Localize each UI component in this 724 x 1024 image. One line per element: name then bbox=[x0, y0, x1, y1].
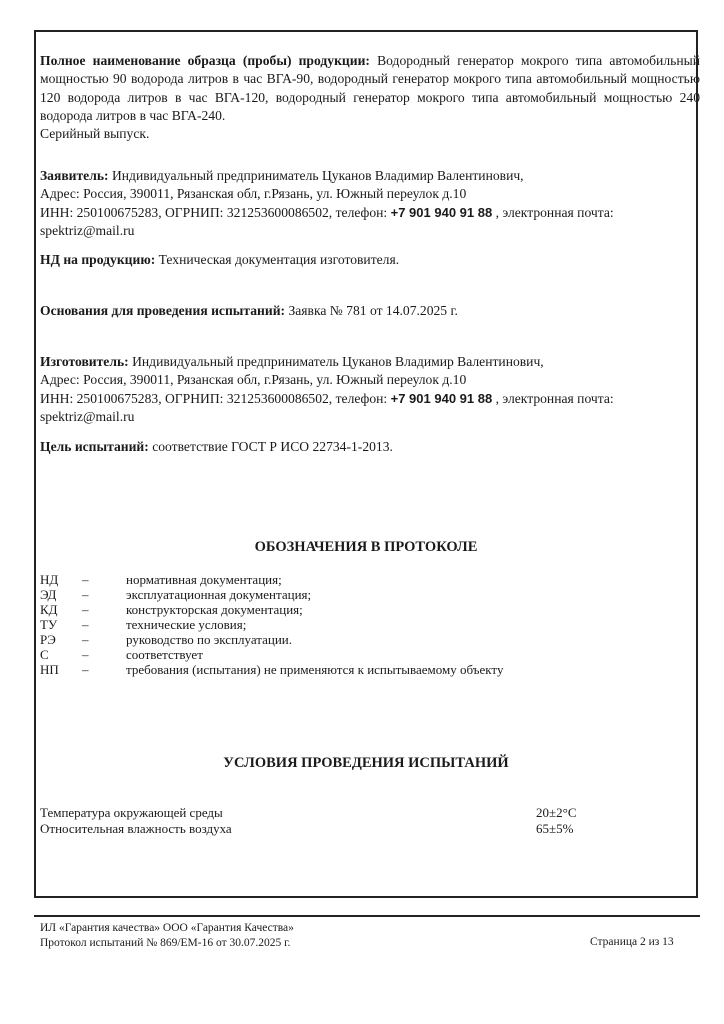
designation-code: КД bbox=[40, 602, 58, 617]
designation-code: ТУ bbox=[40, 617, 58, 632]
manufacturer-address: Адрес: Россия, 390011, Рязанская обл, г.Рязань, ул. Южный переулок д.10 bbox=[40, 372, 467, 388]
designation-dash: – bbox=[82, 602, 89, 617]
designation-desc: нормативная документация; bbox=[126, 572, 282, 587]
designation-dash: – bbox=[82, 617, 89, 632]
footer-divider bbox=[34, 915, 700, 917]
designation-code: С bbox=[40, 647, 49, 662]
condition-value: 65±5% bbox=[536, 821, 574, 836]
manufacturer-phone: +7 901 940 91 88 bbox=[390, 390, 493, 406]
sample-section bbox=[40, 52, 700, 143]
designations-title: ОБОЗНАЧЕНИЯ В ПРОТОКОЛЕ bbox=[254, 539, 478, 555]
sample-label: Полное наименование образца (пробы) продукции: bbox=[40, 53, 370, 68]
designation-dash: – bbox=[82, 662, 89, 677]
purpose-label: Цель испытаний: bbox=[40, 439, 149, 454]
footer-protocol: Протокол испытаний № 869/ЕМ-16 от 30.07.2025 г. bbox=[40, 937, 291, 949]
condition-row bbox=[40, 821, 600, 837]
grounds-text: Заявка № 781 от 14.07.2025 г. bbox=[285, 303, 458, 318]
sample-text: Водородный генератор мокрого типа автомобильный мощностью 90 водорода литров в час ВГА-90, водородный генератор мокрого типа автомобильный мощностью 120 водорода литров в час ВГА-120, водородный генератор мокрого типа автомобильный мощностью 240 водорода литров в час ВГА-240. bbox=[40, 53, 701, 123]
condition-row bbox=[40, 805, 600, 821]
condition-label: Относительная влажность воздуха bbox=[40, 821, 232, 836]
nd-section bbox=[40, 251, 700, 269]
designation-dash: – bbox=[82, 572, 89, 587]
purpose-text: соответствие ГОСТ Р ИСО 22734-1-2013. bbox=[148, 439, 393, 454]
designation-desc: требования (испытания) не применяются к испытываемому объекту bbox=[126, 662, 504, 677]
grounds-label: Основания для проведения испытаний: bbox=[40, 303, 286, 318]
designation-dash: – bbox=[82, 632, 89, 647]
designation-code: РЭ bbox=[40, 632, 56, 647]
applicant-ids: ИНН: 250100675283, ОГРНИП: 321253600086502, телефон: bbox=[40, 204, 391, 220]
purpose-section bbox=[40, 438, 700, 456]
designation-code: ЭД bbox=[40, 587, 57, 602]
applicant-name: Индивидуальный предприниматель Цуканов Владимир Валентинович, bbox=[108, 168, 524, 183]
applicant-label: Заявитель: bbox=[40, 168, 109, 183]
manufacturer-label: Изготовитель: bbox=[40, 354, 129, 369]
designation-code: НП bbox=[40, 662, 59, 677]
manufacturer-name: Индивидуальный предприниматель Цуканов Владимир Валентинович, bbox=[128, 354, 544, 369]
designation-desc: руководство по эксплуатации. bbox=[126, 632, 293, 647]
designation-desc: эксплуатационная документация; bbox=[126, 587, 312, 602]
applicant-address: Адрес: Россия, 390011, Рязанская обл, г.Рязань, ул. Южный переулок д.10 bbox=[40, 186, 467, 202]
designation-dash: – bbox=[82, 587, 89, 602]
designation-desc: соответствует bbox=[126, 647, 203, 662]
designation-desc: конструкторская документация; bbox=[126, 602, 303, 617]
footer-lab: ИЛ «Гарантия качества» ООО «Гарантия Качества» bbox=[40, 922, 294, 934]
manufacturer-ids: ИНН: 250100675283, ОГРНИП: 321253600086502, телефон: bbox=[40, 390, 391, 406]
manufacturer-email-label: , электронная почта: bbox=[492, 390, 614, 406]
applicant-email-label: , электронная почта: bbox=[492, 204, 614, 220]
designation-code: НД bbox=[40, 572, 59, 587]
applicant-phone: +7 901 940 91 88 bbox=[390, 204, 493, 220]
conditions-title: УСЛОВИЯ ПРОВЕДЕНИЯ ИСПЫТАНИЙ bbox=[223, 755, 509, 771]
manufacturer-email: spektriz@mail.ru bbox=[40, 408, 135, 424]
grounds-section bbox=[40, 302, 700, 320]
applicant-section bbox=[40, 167, 700, 240]
page-number: Страница 2 из 13 bbox=[590, 936, 674, 948]
nd-text: Техническая документация изготовителя. bbox=[155, 252, 400, 267]
manufacturer-section bbox=[40, 353, 700, 426]
condition-label: Температура окружающей среды bbox=[40, 805, 223, 820]
designation-dash: – bbox=[82, 647, 89, 662]
designation-desc: технические условия; bbox=[126, 617, 247, 632]
applicant-email: spektriz@mail.ru bbox=[40, 222, 135, 238]
condition-value: 20±2°С bbox=[536, 805, 577, 820]
serial-text: Серийный выпуск. bbox=[40, 126, 150, 142]
nd-label: НД на продукцию: bbox=[40, 252, 156, 267]
